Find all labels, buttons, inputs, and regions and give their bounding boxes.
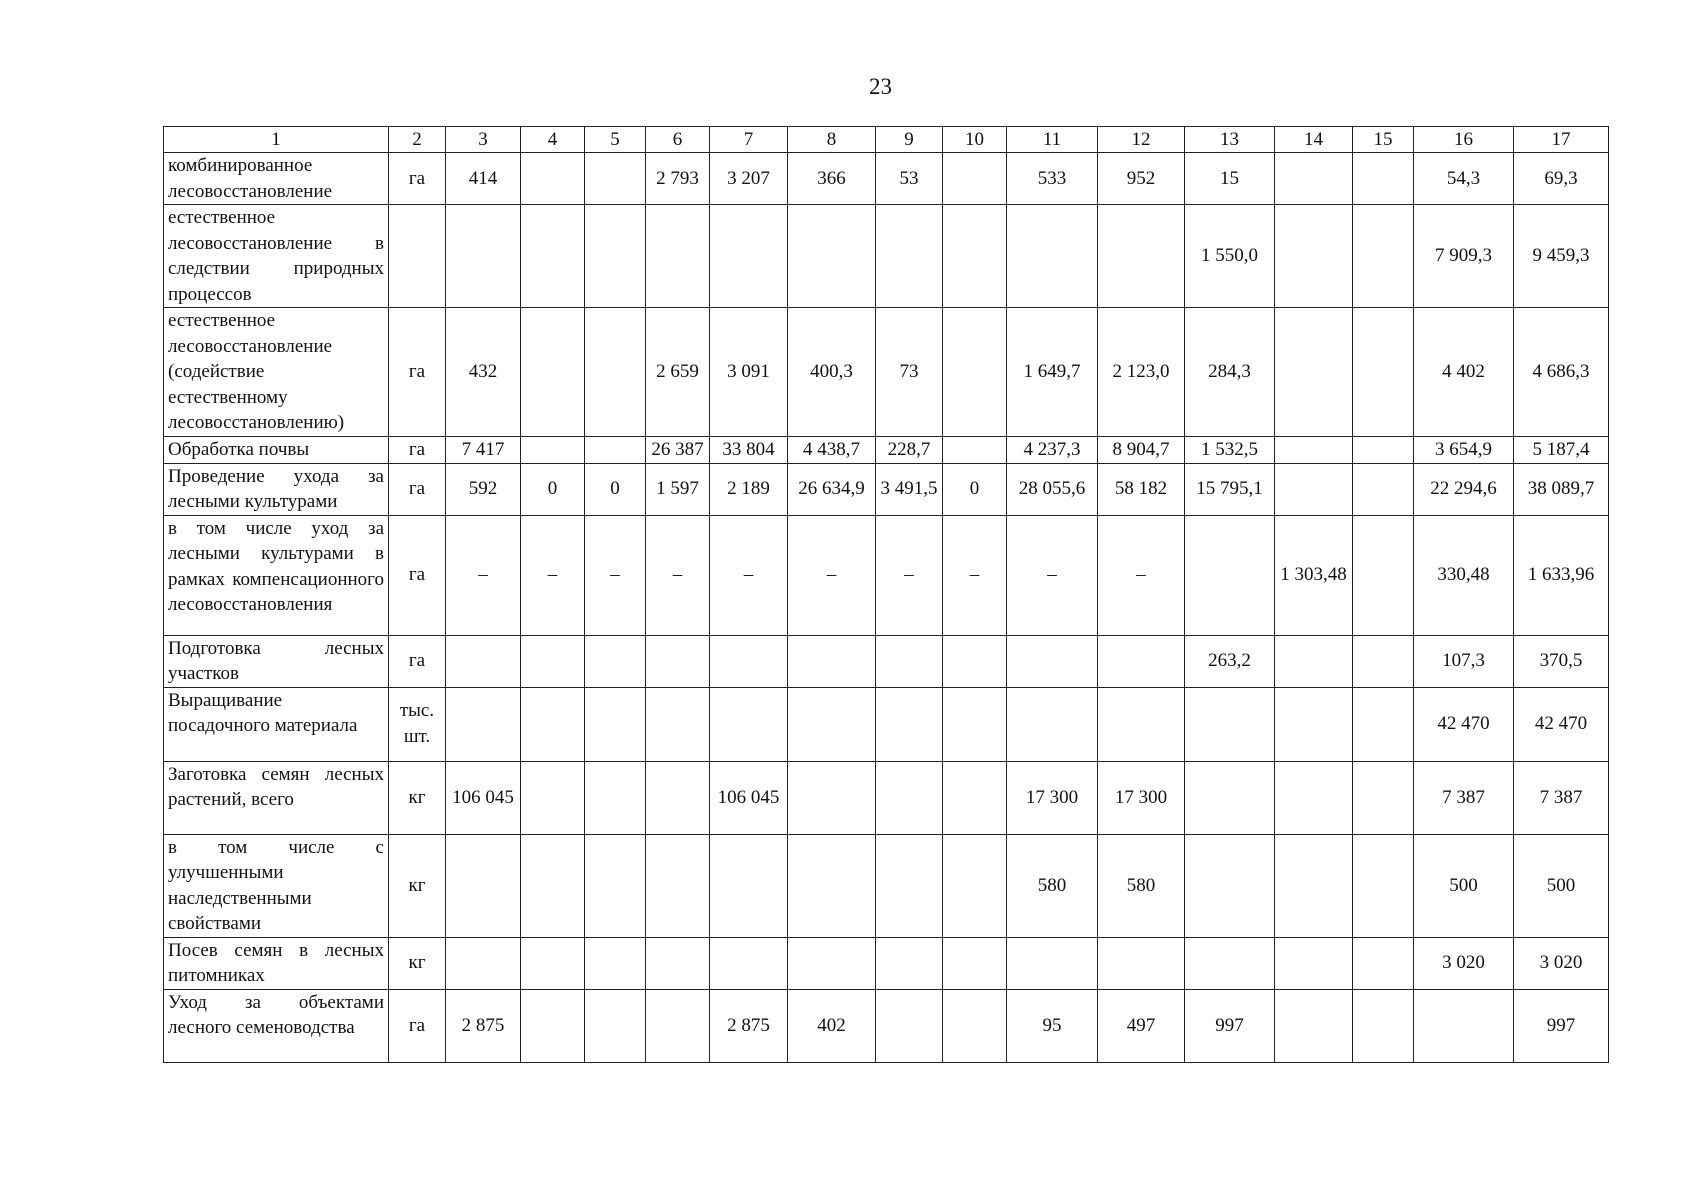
value-cell — [1275, 635, 1353, 687]
value-cell: 500 — [1514, 834, 1609, 937]
value-cell — [1185, 937, 1275, 989]
value-cell — [446, 834, 521, 937]
value-cell: 3 491,5 — [876, 463, 943, 515]
column-number-cell: 3 — [446, 127, 521, 153]
unit-cell: га — [389, 153, 446, 205]
value-cell — [1275, 205, 1353, 308]
value-cell — [1275, 761, 1353, 834]
row-label-cell: естественное лесовосстановление (содействие естественному лесовосстановлению) — [164, 308, 389, 437]
value-cell — [1185, 834, 1275, 937]
value-cell — [943, 761, 1007, 834]
unit-cell: кг — [389, 937, 446, 989]
value-cell — [788, 635, 876, 687]
value-cell — [446, 635, 521, 687]
row-label-cell: Выращивание посадочного материала — [164, 687, 389, 761]
table-row — [164, 989, 1609, 1062]
value-cell — [1098, 937, 1185, 989]
value-cell — [1353, 153, 1414, 205]
value-cell: 592 — [446, 463, 521, 515]
value-cell: – — [710, 515, 788, 635]
value-cell: 432 — [446, 308, 521, 437]
value-cell: – — [788, 515, 876, 635]
value-cell: 54,3 — [1414, 153, 1514, 205]
value-cell: 8 904,7 — [1098, 436, 1185, 463]
value-cell — [1353, 515, 1414, 635]
unit-cell — [389, 205, 446, 308]
value-cell: 7 387 — [1514, 761, 1609, 834]
table-row — [164, 308, 1609, 437]
value-cell: – — [646, 515, 710, 635]
data-table — [163, 126, 1609, 1063]
value-cell — [876, 205, 943, 308]
value-cell — [585, 687, 646, 761]
table-row — [164, 937, 1609, 989]
value-cell: 1 550,0 — [1185, 205, 1275, 308]
value-cell: 15 — [1185, 153, 1275, 205]
value-cell: 17 300 — [1007, 761, 1098, 834]
value-cell — [943, 687, 1007, 761]
column-number-cell: 11 — [1007, 127, 1098, 153]
value-cell — [1098, 635, 1185, 687]
value-cell: 1 597 — [646, 463, 710, 515]
value-cell — [943, 989, 1007, 1062]
value-cell: – — [943, 515, 1007, 635]
value-cell — [446, 205, 521, 308]
value-cell — [1098, 687, 1185, 761]
value-cell — [788, 937, 876, 989]
value-cell — [1007, 937, 1098, 989]
column-number-cell: 5 — [585, 127, 646, 153]
value-cell — [646, 205, 710, 308]
value-cell: – — [1098, 515, 1185, 635]
value-cell: 2 189 — [710, 463, 788, 515]
value-cell: 17 300 — [1098, 761, 1185, 834]
value-cell: 4 237,3 — [1007, 436, 1098, 463]
value-cell — [1275, 436, 1353, 463]
value-cell — [1007, 687, 1098, 761]
value-cell — [1353, 635, 1414, 687]
value-cell: – — [876, 515, 943, 635]
value-cell: 1 303,48 — [1275, 515, 1353, 635]
value-cell: 2 659 — [646, 308, 710, 437]
value-cell — [710, 687, 788, 761]
value-cell: 7 909,3 — [1414, 205, 1514, 308]
table-row — [164, 834, 1609, 937]
value-cell: 73 — [876, 308, 943, 437]
value-cell: 26 634,9 — [788, 463, 876, 515]
unit-cell: га — [389, 635, 446, 687]
unit-cell: кг — [389, 761, 446, 834]
value-cell — [943, 436, 1007, 463]
column-number-cell: 13 — [1185, 127, 1275, 153]
value-cell: 3 091 — [710, 308, 788, 437]
value-cell: – — [521, 515, 585, 635]
value-cell: 69,3 — [1514, 153, 1609, 205]
column-number-cell: 7 — [710, 127, 788, 153]
value-cell: 370,5 — [1514, 635, 1609, 687]
value-cell — [1353, 436, 1414, 463]
value-cell — [1353, 463, 1414, 515]
table-row — [164, 635, 1609, 687]
value-cell: 533 — [1007, 153, 1098, 205]
value-cell — [446, 937, 521, 989]
value-cell — [585, 989, 646, 1062]
page-number: 23 — [869, 74, 892, 99]
value-cell — [710, 937, 788, 989]
value-cell — [1007, 635, 1098, 687]
value-cell: 9 459,3 — [1514, 205, 1609, 308]
value-cell — [1353, 687, 1414, 761]
value-cell — [585, 308, 646, 437]
row-label-cell: комбинированное лесовосстановление — [164, 153, 389, 205]
value-cell — [1353, 937, 1414, 989]
value-cell: 5 187,4 — [1514, 436, 1609, 463]
value-cell: 1 532,5 — [1185, 436, 1275, 463]
value-cell: 366 — [788, 153, 876, 205]
table-row — [164, 515, 1609, 635]
value-cell: – — [1007, 515, 1098, 635]
row-label-cell: Обработка почвы — [164, 436, 389, 463]
value-cell — [585, 834, 646, 937]
value-cell: 3 020 — [1414, 937, 1514, 989]
value-cell — [646, 761, 710, 834]
value-cell — [1098, 205, 1185, 308]
column-number-cell: 10 — [943, 127, 1007, 153]
value-cell — [521, 153, 585, 205]
value-cell — [521, 687, 585, 761]
value-cell: 106 045 — [446, 761, 521, 834]
value-cell: 2 875 — [710, 989, 788, 1062]
table-row — [164, 436, 1609, 463]
value-cell: 53 — [876, 153, 943, 205]
value-cell: 1 649,7 — [1007, 308, 1098, 437]
value-cell — [1353, 205, 1414, 308]
value-cell — [585, 761, 646, 834]
row-label-cell: в том числе уход за лесными культурами в рамках компенсационного лесовосстановления — [164, 515, 389, 635]
column-number-cell: 8 — [788, 127, 876, 153]
value-cell — [1185, 687, 1275, 761]
value-cell: 4 686,3 — [1514, 308, 1609, 437]
column-number-cell: 9 — [876, 127, 943, 153]
value-cell — [876, 834, 943, 937]
unit-cell: тыс. шт. — [389, 687, 446, 761]
column-number-cell: 2 — [389, 127, 446, 153]
value-cell — [646, 635, 710, 687]
value-cell — [646, 834, 710, 937]
value-cell: 2 123,0 — [1098, 308, 1185, 437]
value-cell — [1353, 308, 1414, 437]
value-cell: 28 055,6 — [1007, 463, 1098, 515]
column-number-cell: 17 — [1514, 127, 1609, 153]
value-cell — [1185, 761, 1275, 834]
value-cell — [788, 687, 876, 761]
value-cell — [521, 834, 585, 937]
value-cell — [1275, 687, 1353, 761]
value-cell — [1275, 463, 1353, 515]
value-cell: – — [585, 515, 646, 635]
row-label-cell: в том числе с улучшенными наследственными свойствами — [164, 834, 389, 937]
value-cell — [1414, 989, 1514, 1062]
value-cell: 330,48 — [1414, 515, 1514, 635]
value-cell: 414 — [446, 153, 521, 205]
value-cell: – — [446, 515, 521, 635]
row-label-cell: Подготовка лесных участков — [164, 635, 389, 687]
row-label-cell: Заготовка семян лесных растений, всего — [164, 761, 389, 834]
value-cell — [585, 205, 646, 308]
value-cell — [521, 436, 585, 463]
column-number-cell: 6 — [646, 127, 710, 153]
row-label-cell: Уход за объектами лесного семеноводства — [164, 989, 389, 1062]
value-cell: 400,3 — [788, 308, 876, 437]
row-label-cell: Проведение ухода за лесными культурами — [164, 463, 389, 515]
value-cell — [943, 205, 1007, 308]
value-cell: 263,2 — [1185, 635, 1275, 687]
unit-cell: га — [389, 308, 446, 437]
value-cell: 26 387 — [646, 436, 710, 463]
value-cell — [943, 308, 1007, 437]
value-cell — [1275, 153, 1353, 205]
value-cell: 3 654,9 — [1414, 436, 1514, 463]
value-cell — [876, 761, 943, 834]
value-cell: 58 182 — [1098, 463, 1185, 515]
value-cell — [876, 635, 943, 687]
value-cell: 3 020 — [1514, 937, 1609, 989]
value-cell — [788, 761, 876, 834]
value-cell — [1275, 937, 1353, 989]
value-cell: 402 — [788, 989, 876, 1062]
value-cell: 228,7 — [876, 436, 943, 463]
value-cell: 997 — [1185, 989, 1275, 1062]
value-cell: 3 207 — [710, 153, 788, 205]
value-cell — [446, 687, 521, 761]
column-number-cell: 16 — [1414, 127, 1514, 153]
table-row — [164, 205, 1609, 308]
value-cell: 997 — [1514, 989, 1609, 1062]
column-number-cell: 15 — [1353, 127, 1414, 153]
value-cell: 284,3 — [1185, 308, 1275, 437]
value-cell — [646, 687, 710, 761]
value-cell: 497 — [1098, 989, 1185, 1062]
value-cell: 2 793 — [646, 153, 710, 205]
value-cell — [646, 937, 710, 989]
value-cell — [943, 153, 1007, 205]
column-number-cell: 4 — [521, 127, 585, 153]
value-cell: 38 089,7 — [1514, 463, 1609, 515]
unit-cell: га — [389, 515, 446, 635]
value-cell — [521, 989, 585, 1062]
value-cell — [1007, 205, 1098, 308]
unit-cell: га — [389, 463, 446, 515]
value-cell: 500 — [1414, 834, 1514, 937]
value-cell — [585, 937, 646, 989]
value-cell — [710, 635, 788, 687]
column-number-cell: 12 — [1098, 127, 1185, 153]
value-cell: 15 795,1 — [1185, 463, 1275, 515]
unit-cell: кг — [389, 834, 446, 937]
value-cell — [1353, 989, 1414, 1062]
value-cell: 106 045 — [710, 761, 788, 834]
value-cell — [521, 205, 585, 308]
value-cell — [1353, 761, 1414, 834]
value-cell — [1275, 989, 1353, 1062]
value-cell — [710, 834, 788, 937]
value-cell: 580 — [1007, 834, 1098, 937]
value-cell: 22 294,6 — [1414, 463, 1514, 515]
value-cell: 4 438,7 — [788, 436, 876, 463]
value-cell: 42 470 — [1514, 687, 1609, 761]
value-cell — [876, 687, 943, 761]
value-cell: 7 387 — [1414, 761, 1514, 834]
value-cell — [521, 308, 585, 437]
value-cell — [521, 635, 585, 687]
value-cell: 0 — [521, 463, 585, 515]
value-cell: 0 — [585, 463, 646, 515]
value-cell — [943, 834, 1007, 937]
table-row — [164, 153, 1609, 205]
value-cell — [1275, 834, 1353, 937]
value-cell — [943, 937, 1007, 989]
unit-cell: га — [389, 436, 446, 463]
unit-cell: га — [389, 989, 446, 1062]
row-label-cell: Посев семян в лесных питомниках — [164, 937, 389, 989]
value-cell: 1 633,96 — [1514, 515, 1609, 635]
value-cell: 33 804 — [710, 436, 788, 463]
value-cell: 42 470 — [1414, 687, 1514, 761]
value-cell — [646, 989, 710, 1062]
value-cell — [943, 635, 1007, 687]
column-number-cell: 1 — [164, 127, 389, 153]
value-cell — [585, 635, 646, 687]
value-cell: 580 — [1098, 834, 1185, 937]
value-cell: 107,3 — [1414, 635, 1514, 687]
value-cell: 7 417 — [446, 436, 521, 463]
value-cell — [788, 205, 876, 308]
value-cell — [1275, 308, 1353, 437]
value-cell — [876, 937, 943, 989]
value-cell — [1185, 515, 1275, 635]
value-cell — [876, 989, 943, 1062]
table-row — [164, 687, 1609, 761]
value-cell — [710, 205, 788, 308]
row-label-cell: естественное лесовосстановление в следствии природных процессов — [164, 205, 389, 308]
value-cell — [585, 436, 646, 463]
table-row — [164, 463, 1609, 515]
value-cell: 2 875 — [446, 989, 521, 1062]
value-cell: 0 — [943, 463, 1007, 515]
value-cell: 952 — [1098, 153, 1185, 205]
value-cell — [1353, 834, 1414, 937]
table-row — [164, 761, 1609, 834]
value-cell: 4 402 — [1414, 308, 1514, 437]
column-number-cell: 14 — [1275, 127, 1353, 153]
value-cell: 95 — [1007, 989, 1098, 1062]
table-header-row — [164, 127, 1609, 153]
value-cell — [521, 937, 585, 989]
value-cell — [585, 153, 646, 205]
value-cell — [788, 834, 876, 937]
value-cell — [521, 761, 585, 834]
